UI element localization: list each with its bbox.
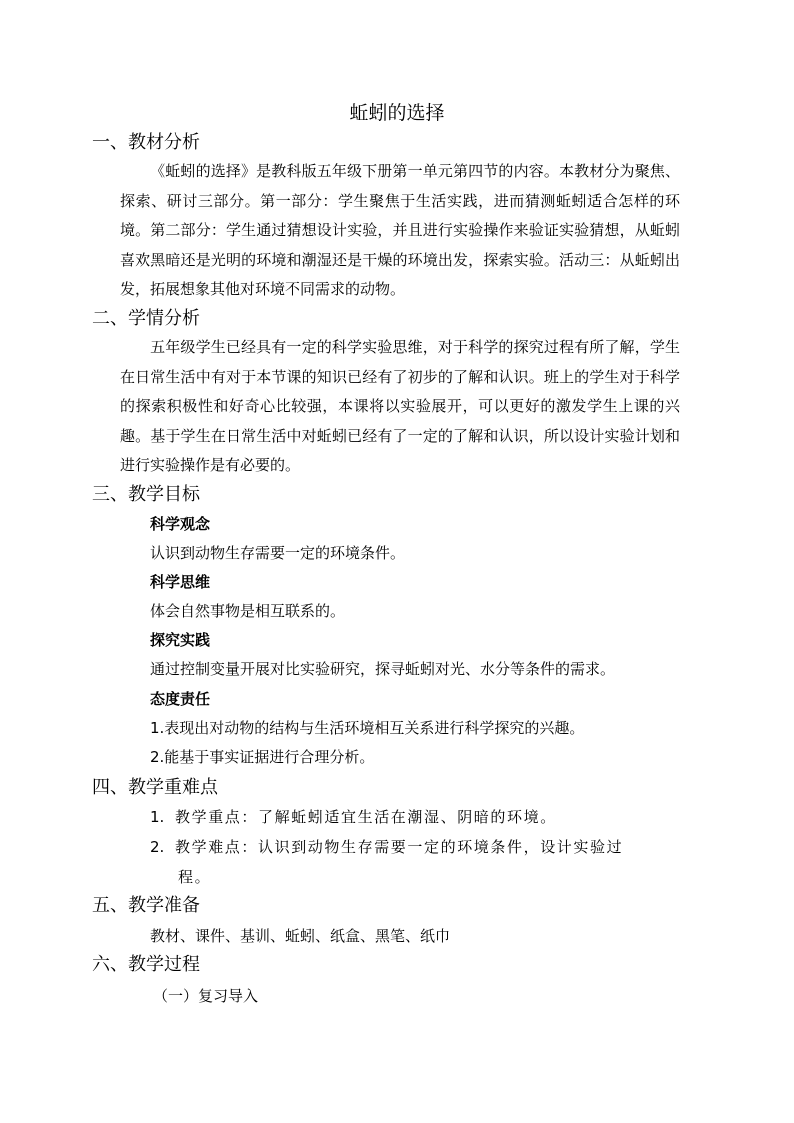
goal-inquiry-practice-title: 探究实践	[150, 631, 211, 649]
list-item-number: 2.	[150, 838, 165, 856]
goal-attitude-item-2: 2.能基于事实证据进行合理分析。	[150, 748, 375, 766]
learner-analysis-text: 五年级学生已经具有一定的科学实验思维，对于科学的探究过程有所了解，学生在日常生活中有对于本节课的知识已经有了初步的了解和认识。班上的学生对于科学的探索积极性和好奇心比较强，本课将以实验展开，可以更好的激发学生上课的兴趣。基于学生在日常生活中对蚯蚓已经有了一定的了解和认识，所以设计实验计划和进行实验操作是有必要的。	[120, 338, 680, 474]
section-heading-teaching-preparation: 五、教学准备	[92, 895, 200, 916]
learner-analysis-paragraph	[120, 333, 680, 481]
textbook-analysis-paragraph	[120, 157, 680, 305]
list-item-text-continued: 程。	[178, 868, 212, 886]
textbook-analysis-text: 《蚯蚓的选择》是教科版五年级下册第一单元第四节的内容。本教材分为聚焦、探索、研讨三部分。第一部分：学生聚焦于生活实践，进而猜测蚯蚓适合怎样的环境。第二部分：学生通过猜想设计实验，并且进行实验操作来验证实验猜想，从蚯蚓喜欢黑暗还是光明的环境和潮湿还是干燥的环境出发，探索实验。活动三：从蚯蚓出发，拓展想象其他对环境不同需求的动物。	[120, 162, 680, 298]
section-heading-key-difficult-points: 四、教学重难点	[92, 777, 218, 798]
list-item	[150, 802, 680, 832]
list-item	[150, 832, 680, 892]
goal-attitude-item-1: 1.表现出对动物的结构与生活环境相互关系进行科学探究的兴趣。	[150, 719, 585, 737]
goal-inquiry-practice-text: 通过控制变量开展对比实验研究，探寻蚯蚓对光、水分等条件的需求。	[150, 660, 616, 678]
section-heading-teaching-goals: 三、教学目标	[92, 484, 200, 505]
list-item-text: 教学重点：了解蚯蚓适宜生活在潮湿、阴暗的环境。	[175, 808, 557, 826]
goal-scientific-concept-text: 认识到动物生存需要一定的环境条件。	[150, 544, 406, 562]
section-heading-learner-analysis: 二、学情分析	[92, 308, 200, 329]
goal-scientific-thinking-text: 体会自然事物是相互联系的。	[150, 602, 346, 620]
teaching-preparation-text: 教材、课件、基训、蚯蚓、纸盒、黑笔、纸巾	[150, 927, 451, 945]
teaching-process-subheading: （一）复习导入	[153, 987, 259, 1005]
list-item-number: 1.	[150, 808, 165, 826]
document-title: 蚯蚓的选择	[349, 102, 445, 124]
goal-scientific-thinking-title: 科学思维	[150, 573, 211, 591]
goal-scientific-concept-title: 科学观念	[150, 515, 211, 533]
list-item-text: 教学难点：认识到动物生存需要一定的环境条件，设计实验过	[175, 838, 624, 856]
goal-attitude-responsibility-title: 态度责任	[150, 690, 211, 708]
section-heading-textbook-analysis: 一、教材分析	[92, 132, 200, 153]
section-heading-teaching-process: 六、教学过程	[92, 954, 200, 975]
